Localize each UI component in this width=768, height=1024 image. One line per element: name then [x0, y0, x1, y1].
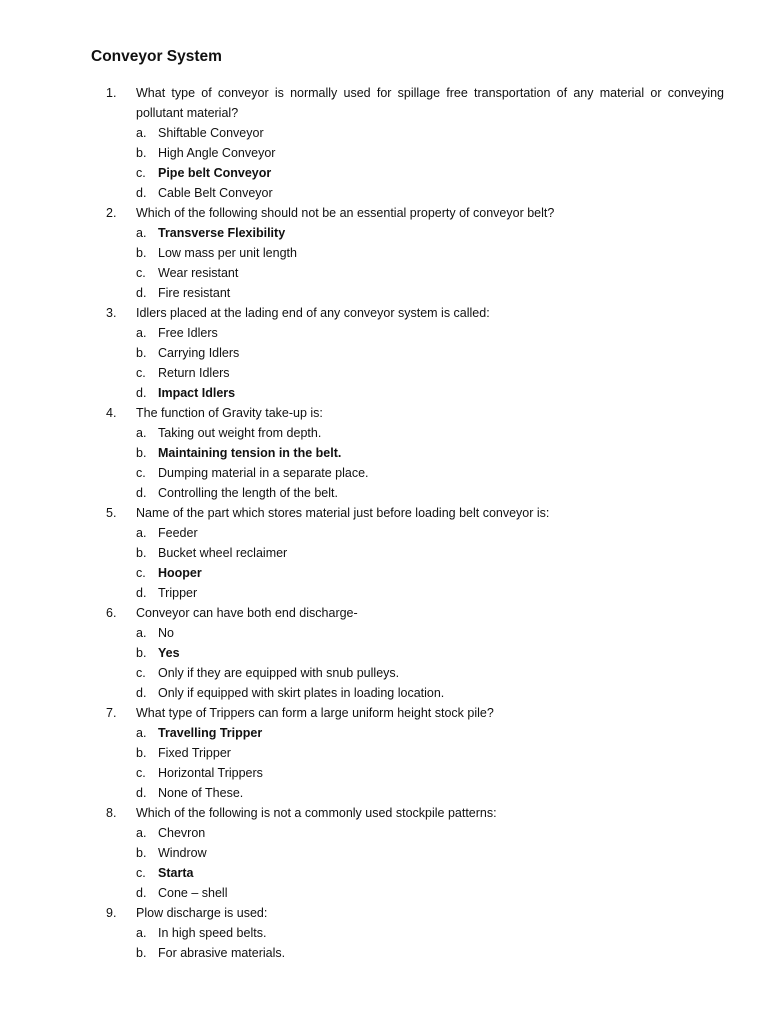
option-c [0, 663, 768, 683]
option-text: Controlling the length of the belt. [158, 486, 338, 500]
option-letter: a. [136, 826, 147, 840]
option-text: Pipe belt Conveyor [158, 166, 272, 180]
option-a [0, 723, 768, 743]
question-number: 4. [106, 406, 117, 420]
option-text: Tripper [158, 586, 198, 600]
option-a [0, 423, 768, 443]
option-text: Dumping material in a separate place. [158, 466, 369, 480]
question-text: What type of Trippers can form a large uniform height stock pile? [136, 706, 494, 720]
question-number: 6. [106, 606, 117, 620]
option-letter: c. [136, 166, 146, 180]
option-letter: d. [136, 386, 147, 400]
question-text: Idlers placed at the lading end of any conveyor system is called: [136, 306, 490, 320]
option-c [0, 563, 768, 583]
option-c [0, 263, 768, 283]
option-letter: d. [136, 886, 147, 900]
option-letter: b. [136, 446, 147, 460]
option-letter: a. [136, 926, 147, 940]
option-b [0, 343, 768, 363]
option-letter: a. [136, 526, 147, 540]
option-letter: b. [136, 546, 147, 560]
option-d [0, 683, 768, 703]
option-text: Carrying Idlers [158, 346, 240, 360]
option-letter: d. [136, 286, 147, 300]
question-text: Which of the following should not be an essential property of conveyor belt? [136, 206, 555, 220]
question-number: 3. [106, 306, 117, 320]
option-letter: c. [136, 766, 146, 780]
option-letter: d. [136, 486, 147, 500]
option-d [0, 283, 768, 303]
option-letter: b. [136, 346, 147, 360]
option-text: Fire resistant [158, 286, 231, 300]
option-b [0, 243, 768, 263]
question-text: Name of the part which stores material just before loading belt conveyor is: [136, 506, 550, 520]
option-b [0, 443, 768, 463]
option-text: High Angle Conveyor [158, 146, 276, 160]
question-text-line-1: What type of conveyor is normally used for spillage free transportation of any material or conveying [136, 86, 724, 100]
option-text: Low mass per unit length [158, 246, 297, 260]
option-text: Maintaining tension in the belt. [158, 446, 342, 460]
option-c [0, 763, 768, 783]
question-text: Plow discharge is used: [136, 906, 268, 920]
option-text: Feeder [158, 526, 198, 540]
question-1 [0, 83, 768, 203]
option-text: Wear resistant [158, 266, 239, 280]
option-letter: a. [136, 226, 147, 240]
question-text: Conveyor can have both end discharge- [136, 606, 358, 620]
option-text: Return Idlers [158, 366, 230, 380]
option-d [0, 883, 768, 903]
option-letter: a. [136, 726, 147, 740]
option-text: Horizontal Trippers [158, 766, 263, 780]
option-text: For abrasive materials. [158, 946, 286, 960]
option-text: Taking out weight from depth. [158, 426, 322, 440]
option-a [0, 223, 768, 243]
option-text: No [158, 626, 174, 640]
option-letter: a. [136, 426, 147, 440]
option-letter: b. [136, 646, 147, 660]
option-text: Bucket wheel reclaimer [158, 546, 288, 560]
option-text: Yes [158, 646, 180, 660]
question-4 [0, 403, 768, 503]
option-text: Only if they are equipped with snub pulleys. [158, 666, 400, 680]
question-text: Which of the following is not a commonly used stockpile patterns: [136, 806, 497, 820]
question-line [0, 803, 768, 823]
option-c [0, 863, 768, 883]
option-text: Only if equipped with skirt plates in loading location. [158, 686, 445, 700]
option-b [0, 543, 768, 563]
option-letter: a. [136, 126, 147, 140]
option-text: Travelling Tripper [158, 726, 263, 740]
option-a [0, 123, 768, 143]
option-b [0, 143, 768, 163]
option-d [0, 383, 768, 403]
question-list [0, 83, 768, 963]
option-letter: b. [136, 746, 147, 760]
question-line [0, 303, 768, 323]
option-text: Windrow [158, 846, 207, 860]
question-number: 5. [106, 506, 117, 520]
option-c [0, 463, 768, 483]
option-a [0, 323, 768, 343]
question-5 [0, 503, 768, 603]
option-a [0, 823, 768, 843]
option-d [0, 583, 768, 603]
option-text: Impact Idlers [158, 386, 236, 400]
option-text: Free Idlers [158, 326, 218, 340]
question-text [136, 83, 724, 123]
question-number: 2. [106, 206, 117, 220]
option-letter: d. [136, 786, 147, 800]
question-number: 8. [106, 806, 117, 820]
option-letter: d. [136, 686, 147, 700]
option-d [0, 183, 768, 203]
option-letter: a. [136, 326, 147, 340]
question-text: The function of Gravity take-up is: [136, 406, 323, 420]
question-line [0, 903, 768, 923]
option-letter: a. [136, 626, 147, 640]
option-text: Starta [158, 866, 194, 880]
option-b [0, 843, 768, 863]
option-letter: b. [136, 846, 147, 860]
option-text: Cone – shell [158, 886, 228, 900]
option-letter: c. [136, 666, 146, 680]
option-letter: c. [136, 266, 146, 280]
option-a [0, 523, 768, 543]
page-title: Conveyor System [91, 48, 222, 65]
option-text: Shiftable Conveyor [158, 126, 264, 140]
question-line [0, 203, 768, 223]
question-8 [0, 803, 768, 903]
option-letter: b. [136, 146, 147, 160]
option-text: Cable Belt Conveyor [158, 186, 273, 200]
option-letter: c. [136, 566, 146, 580]
question-line [0, 703, 768, 723]
question-line [0, 503, 768, 523]
option-text: Transverse Flexibility [158, 226, 286, 240]
question-line [0, 603, 768, 623]
option-b [0, 943, 768, 963]
option-d [0, 483, 768, 503]
option-letter: d. [136, 586, 147, 600]
option-d [0, 783, 768, 803]
option-letter: d. [136, 186, 147, 200]
option-letter: c. [136, 366, 146, 380]
question-9 [0, 903, 768, 963]
option-b [0, 743, 768, 763]
question-6 [0, 603, 768, 703]
option-a [0, 923, 768, 943]
option-text: None of These. [158, 786, 244, 800]
option-text: In high speed belts. [158, 926, 267, 940]
option-letter: b. [136, 246, 147, 260]
option-text: Hooper [158, 566, 202, 580]
question-line [0, 403, 768, 423]
option-letter: b. [136, 946, 147, 960]
option-letter: c. [136, 866, 146, 880]
option-a [0, 623, 768, 643]
option-letter: c. [136, 466, 146, 480]
option-c [0, 163, 768, 183]
option-c [0, 363, 768, 383]
option-b [0, 643, 768, 663]
question-number: 9. [106, 906, 117, 920]
question-text-line-2: pollutant material? [136, 106, 239, 120]
question-number: 1. [106, 86, 117, 100]
question-2 [0, 203, 768, 303]
question-number: 7. [106, 706, 117, 720]
option-text: Fixed Tripper [158, 746, 231, 760]
option-text: Chevron [158, 826, 206, 840]
question-3 [0, 303, 768, 403]
question-7 [0, 703, 768, 803]
